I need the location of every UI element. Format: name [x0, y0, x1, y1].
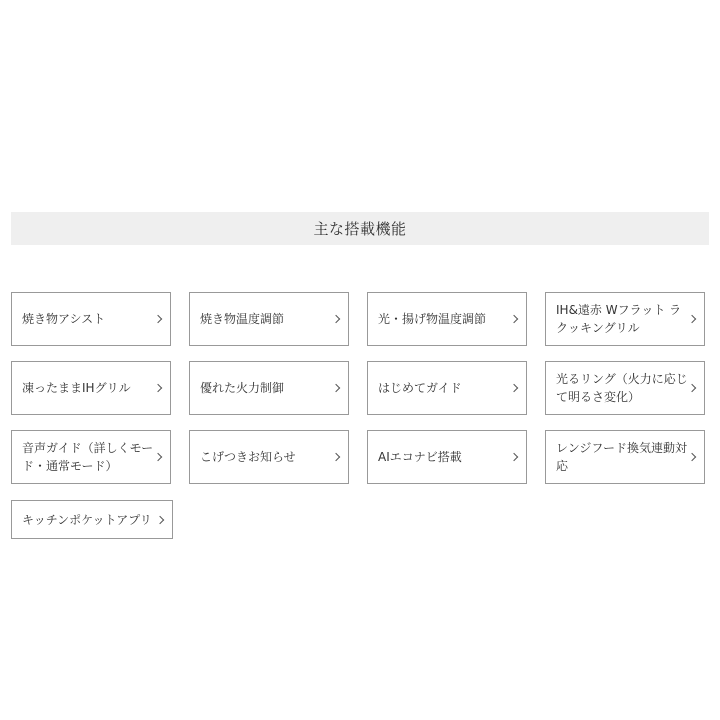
feature-card-yakimono-temp[interactable] — [189, 292, 349, 346]
feature-label: こげつきお知らせ — [200, 450, 296, 464]
feature-label: 光るリング（火力に応じて明るさ変化） — [556, 372, 688, 404]
feature-label: はじめてガイド — [378, 381, 462, 395]
feature-card-ai-econavi[interactable] — [367, 430, 527, 484]
feature-label: 音声ガイド（詳しくモード・通常モード） — [22, 441, 154, 473]
feature-card-kitchen-pocket-app[interactable] — [11, 500, 173, 539]
features-section — [11, 212, 709, 527]
feature-label: 優れた火力制御 — [200, 381, 285, 395]
section-title: 主な搭載機能 — [11, 212, 709, 245]
feature-label: AIエコナビ搭載 — [378, 450, 462, 464]
chevron-right-icon — [154, 453, 162, 461]
feature-card-frozen-ih-grill[interactable] — [11, 361, 171, 415]
feature-label: 焼き物アシスト — [22, 312, 106, 326]
chevron-right-icon — [154, 384, 162, 392]
feature-card-first-guide[interactable] — [367, 361, 527, 415]
chevron-right-icon — [688, 384, 696, 392]
chevron-right-icon — [156, 515, 164, 523]
feature-label: レンジフード換気連動対応 — [556, 441, 688, 473]
chevron-right-icon — [510, 315, 518, 323]
feature-card-ih-flat-grill[interactable] — [545, 292, 705, 346]
features-grid — [11, 245, 709, 527]
feature-card-yakimono-assist[interactable] — [11, 292, 171, 346]
chevron-right-icon — [688, 453, 696, 461]
feature-label: 光・揚げ物温度調節 — [378, 312, 487, 326]
feature-card-voice-guide[interactable] — [11, 430, 171, 484]
chevron-right-icon — [154, 315, 162, 323]
chevron-right-icon — [332, 453, 340, 461]
chevron-right-icon — [510, 384, 518, 392]
chevron-right-icon — [332, 384, 340, 392]
feature-card-heat-control[interactable] — [189, 361, 349, 415]
feature-card-glowing-ring[interactable] — [545, 361, 705, 415]
chevron-right-icon — [510, 453, 518, 461]
feature-label: 焼き物温度調節 — [200, 312, 285, 326]
chevron-right-icon — [688, 315, 696, 323]
feature-card-range-hood-link[interactable] — [545, 430, 705, 484]
feature-card-hikari-agemono-temp[interactable] — [367, 292, 527, 346]
chevron-right-icon — [332, 315, 340, 323]
feature-card-burn-alert[interactable] — [189, 430, 349, 484]
feature-label: キッチンポケットアプリ — [22, 512, 152, 527]
feature-label: 凍ったままIHグリル — [22, 381, 131, 395]
feature-label: IH&遠赤 Wフラット ラクッキングリル — [556, 303, 682, 335]
